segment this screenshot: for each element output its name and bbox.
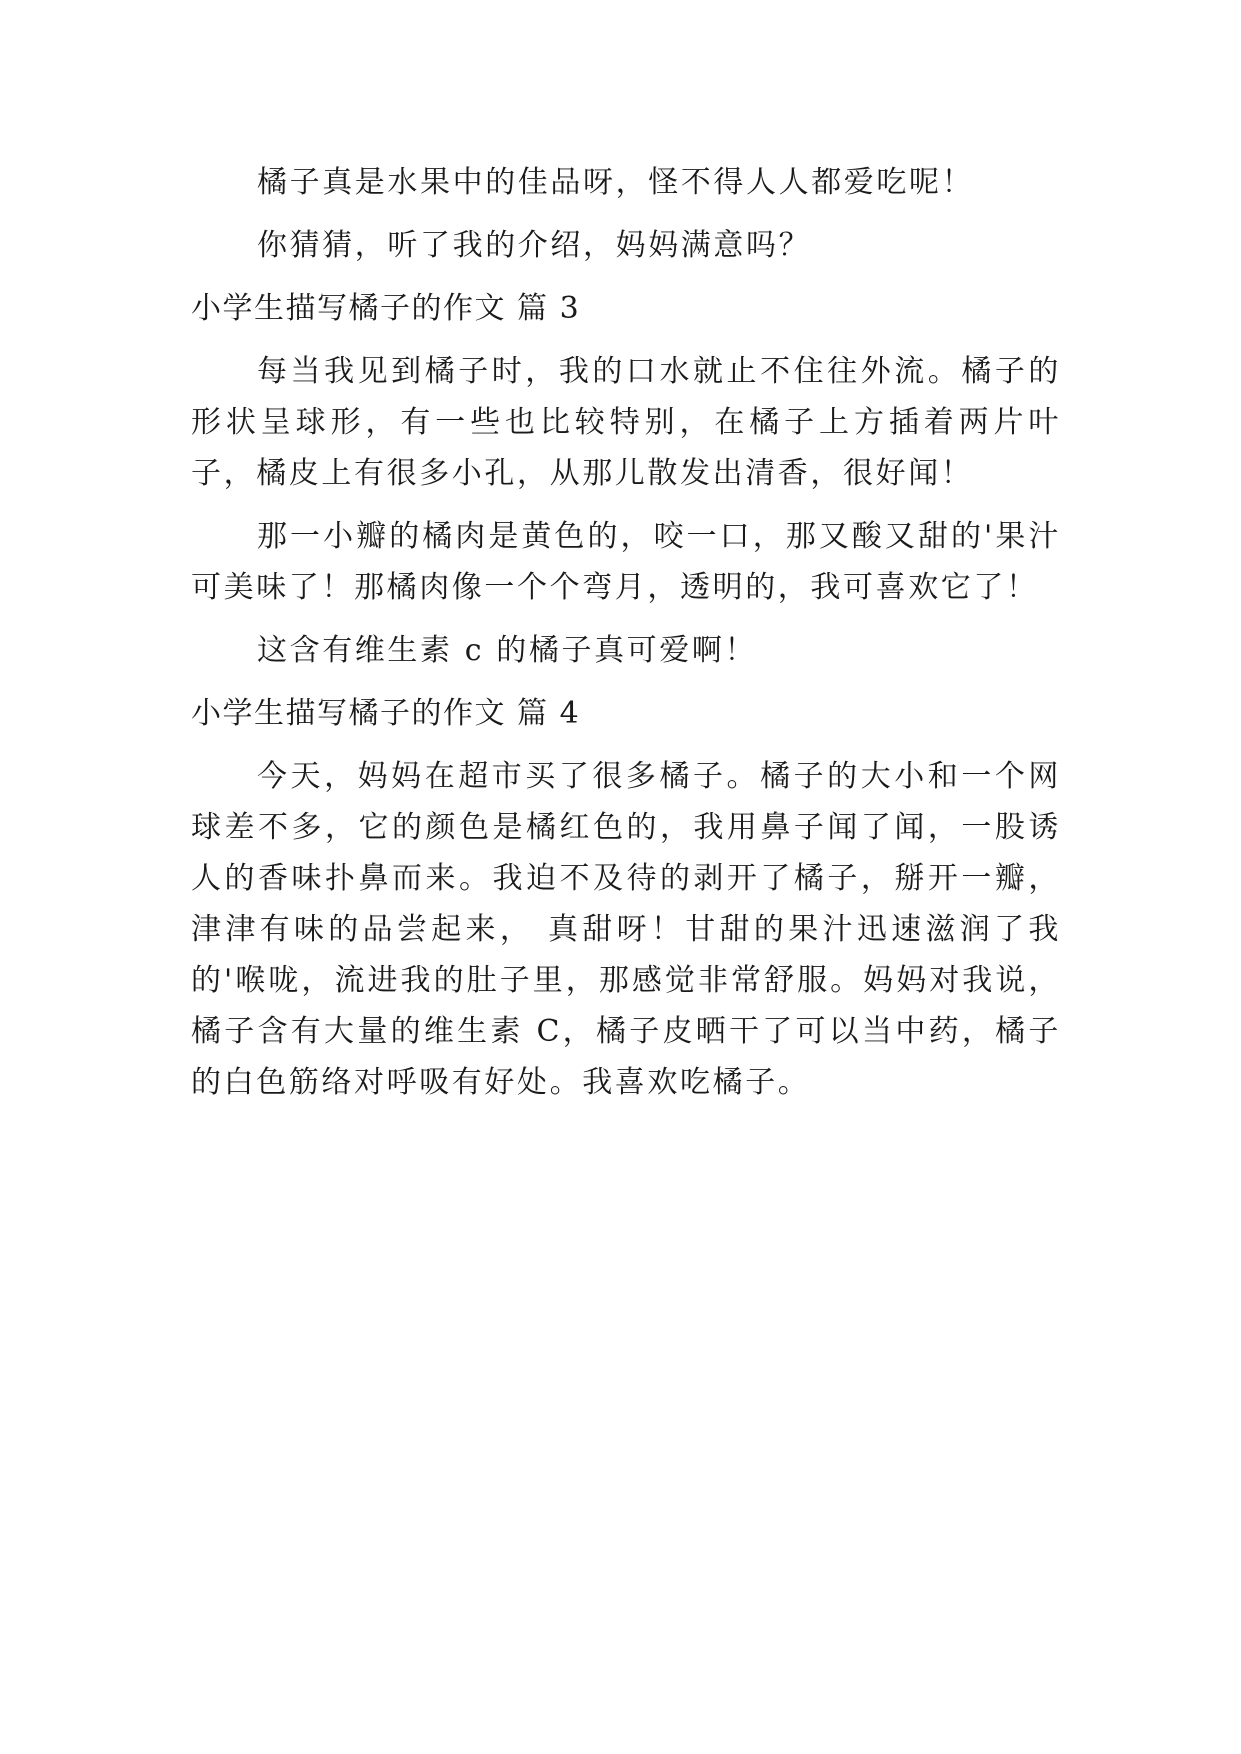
paragraph: 那一小瓣的橘肉是黄色的，咬一口，那又酸又甜的'果汁可美味了！那橘肉像一个个弯月，透明的，我可喜欢它了！ [191,519,1061,605]
paragraph: 橘子真是水果中的佳品呀，怪不得人人都爱吃呢！ [257,165,975,200]
paragraph: 这含有维生素 c 的橘子真可爱啊！ [257,633,758,668]
paragraph: 你猜猜，听了我的介绍，妈妈满意吗？ [257,228,812,263]
section-heading: 小学生描写橘子的作文 篇 4 [191,696,581,731]
paragraph: 今天，妈妈在超市买了很多橘子。橘子的大小和一个网球差不多，它的颜色是橘红色的，我用鼻子闻了闻，一股诱人的香味扑鼻而来。我迫不及待的剥开了橘子，掰开一瓣，津津有味的品尝起来， 真甜呀！甘甜的果汁迅速滋润了我的'喉咙，流进我的肚子里，那感觉非常舒服。妈妈对我说，橘子含有大量的维生素 C，橘子皮晒干了可以当中药，橘子的白色筋络对呼吸有好处。我喜欢吃橘子。 [191,759,1061,1100]
document-body [191,157,1061,1120]
paragraph: 每当我见到橘子时，我的口水就止不住往外流。橘子的形状呈球形，有一些也比较特别，在橘子上方插着两片叶子，橘皮上有很多小孔，从那儿散发出清香，很好闻！ [191,354,1061,491]
section-heading: 小学生描写橘子的作文 篇 3 [191,291,581,326]
